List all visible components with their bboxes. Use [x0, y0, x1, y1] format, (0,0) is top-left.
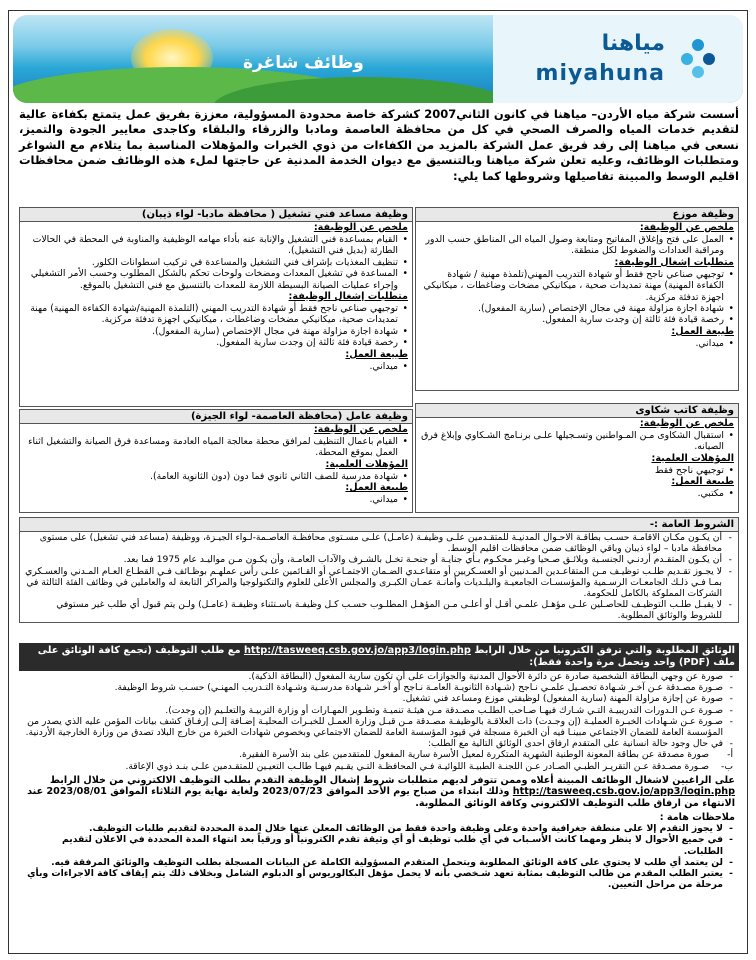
note-item: - لن يعتمد أي طلب لا يحتوي على كافة الوثائق المطلوبة ويتحمل المتقدم المسؤولية الكاملة عن البيانات المسجلة بطلب التوظيف والوثائق المرفقة فيه.	[19, 857, 739, 868]
section-heading: ملخص عن الوظيفة:	[639, 222, 734, 233]
document-item: - صـورة عـن الـدورات التدريبيـة التـي شـارك فيهـا صـاحب الطلـب مصـدقة مـن هيئـة تنميـة وتطـوير المهـارات أو وزارة التربيـة والتعلـيم (إن وجدت).	[19, 705, 739, 716]
section-heading: متطلبات إشغال الوظيفة:	[614, 256, 734, 268]
note-item: - في جميع الأحوال لا ينظر ومهما كانت الأسـباب في أي طلب توظيف أو أي وثيقة تقدم الكترونياً أو ورقياً بعد انتهاء المدة المحددة في الاعلان لتقديم الطلبات.	[19, 834, 739, 856]
notes-heading: ملاحظات هامة :	[659, 811, 735, 823]
condition-item: - لا يقبـل طلـب التوظيـف للحاصـلين علـى مؤهـل علمـي أقـل أو أعلـى مـن المؤهـل المطلـوب حسـب كـل وظيفـة باسـتثناء وظيفـة (عامـل) ولـن يتم قبول أي طلب غير مستوفي للشروط والوثائق المطلوبة.	[20, 599, 738, 621]
item-number: ب-	[721, 760, 733, 772]
list-item: • توجيهي صناعي ناجح فقط أو شهادة التدريب المهني (التلمذة المهنية/شهادة الكفاءة المهنية) مهنة تمديدات صحية، ميكانيكي مضخات وضاغطات ، ميكانيكي اجهزة تدفئة مركزية.	[20, 303, 412, 326]
section-heading: ملخص عن الوظيفة:	[313, 424, 408, 435]
water-drops-icon	[675, 35, 721, 81]
application-link[interactable]: http://tasweeq.csb.gov.jo/app3/login.php	[243, 645, 471, 656]
section-heading: طبيعة العمل:	[345, 482, 408, 494]
item-text: صورة مصدقة عن بطاقة المعونة الوطنية الشهرية المتكررة لمعيل الأسرة سارية المفعول للمتقدمين على بند الأسرة الفقيرة.	[239, 749, 709, 761]
banner-slogan: وظائف شاغرة	[243, 53, 364, 73]
intro-paragraph: أسست شركة مياه الأردن– مياهنا في كانون الثاني2007 كشركة خاصة محدودة المسؤولية، معززة بفريق عمل يتمتع بكفاءة عالية لتقديم خدمات المياه والصرف الصحي في كل من محافظة العاصمة ومادبا والزرقاء والبلقاء وكاجدى معايير الجودة والتميز، نسعى في مياهنا إلى رفد فريق عمل الشركة بالمزيد من الكفاءات من ذوي الخبرات والمؤهلات المناسبة بما يتلاءم مع الشواغر ومتطلبات الوظائف، وعليه تعلن شركة مياهنا وبالتنسيق مع ديوان الخدمة المدنية عن حاجتها لملء هذه الوظائف ضمن محافظات اقليم الوسط والمبينة تفاصيلها وشروطها كما يلي:	[19, 107, 739, 183]
section-heading: المؤهلات العلمية:	[325, 458, 408, 470]
job-title: وظيفة عامل (محافظة العاصمة- لواء الجيزة)	[20, 410, 412, 424]
document-item: - في حال وجود حالة انسانية على المتقدم ارفاق احدى الوثائق التالية مع الطلب:	[19, 738, 739, 749]
list-item: • القيام باعمال التنظيف لمرافق محطة معالجة المياه العادمة ومساعدة فرق الصيانة والتشغيل اثناء العمل بموقع المحطة.	[20, 436, 412, 459]
list-item: • ميداني.	[20, 494, 412, 505]
job-title: وظيفة موزع	[416, 208, 738, 222]
job-card-complaints	[415, 403, 739, 513]
item-text: صـورة مصـدقة عـن التقريـر الطبـي الصـادر عـن اللجنـة الطبيـة اللوائيـة فـي المحافظـة التـي يقـيم فيهـا طالـب التعيـين للمتقـدمين علـى بنـد ذوي الإعاقة.	[125, 760, 709, 772]
document-sub-item	[19, 749, 739, 760]
logo-area	[493, 15, 743, 103]
section-heading: المؤهلات العلمية:	[651, 452, 734, 464]
documents-header-text: الوثائق المطلوبة والتي ترفق الكترونيا من خلال الرابط	[474, 645, 735, 656]
job-card-operator	[19, 207, 413, 407]
document-item: - صـورة مصـدقة عـن آخـر شـهادة تحصـيل علمـي نـاجح (شـهادة الثانويـة العامـة نـاجح أو آخـر شـهادة مدرسـية وشـهادة التـدريب المهنـي) حسـب شروط الوظيفة.	[19, 682, 739, 693]
note-item: - لا يجوز التقدم إلا على منطقة جغرافية واحدة وعلى وظيفة واحدة فقط من الوظائف المعلن عنها خلال المدة المحددة لتقديم طلبات التوظيف.	[19, 823, 739, 834]
application-link[interactable]: http://tasweeq.csb.gov.jo/app3/login.php	[512, 786, 735, 798]
list-item: • رخصة قيادة فئة ثالثة إن وجدت سارية المفعول.	[416, 314, 738, 325]
list-item: • رخصة قيادة فئة ثالثة إن وجدت سارية المفعول.	[20, 337, 412, 348]
list-item: • ميداني.	[416, 338, 738, 349]
documents-header-text: مع طلب التوظيف (تجمع كافة الوثائق على ملف (PDF) واحد وتحمل مرة واحدة فقط):	[37, 645, 735, 668]
section-heading: طبيعة العمل:	[345, 348, 408, 360]
job-title: وظيفة كاتب شكاوى	[416, 404, 738, 418]
document-item: - صـورة عـن شـهادات الخبـرة العمليـة (إن وجـدت) ذات العلاقـة بالوظيفـة مصـدقة مـن قبـل وزارة العمـل للخبـرات المحليـة إضـافة إلـى إرفـاق كشف بيانات المؤمن عليه الذي يصدر من المؤسسة العامة للضمان الاجتماعي مبينـا فيه أن الخبرة مسجلة في قيود المؤسسة العامة للضمان الاجتماعي وبخصوص شهادات الخبرة من خارج البلاد تصدق من وزارة الخارجية الأردنية.	[19, 716, 739, 738]
list-item: • تنظيف المغذيات بإشراف فني التشغيل والمساعدة في تركيب اسطوانات الكلور.	[20, 257, 412, 268]
general-conditions	[19, 517, 739, 623]
document-item: - صورة عن إجازة مزاولة المهنة (سارية المفعول) لوظيفتي موزع ومساعد فني تشغيل.	[19, 693, 739, 704]
condition-item: - أن يكـون مكـان الاقامـة حسـب بطاقـة الاحـوال المدنيـة للمتقـدمين علـى وظيفـة (عامـل) علـى مسـتوى محافظـة العاصـمة-لـواء الجيـزة، ووظيفة (مساعد فني تشغيل) على مستوى محافظة مادبا – لواء ذيبان وباقي الوظائف ضمن محافظات اقليم الوسط.	[20, 532, 738, 554]
list-item: • المساعدة في تشغيل المعدات ومضخات ولوحات تحكم بالشكل المطلوب وحسب الأمر التشغيلي وإجراء عمليات الصيانة البسيطة اللازمة للمعدات بالتنسيق مع فني التشغيل بالموقع.	[20, 268, 412, 291]
list-item: • استقبال الشكاوى مـن المـواطنين وتسـجيلها علـى برنـامج الشـكاوي وإبلاغ فرق الصيانه.	[416, 430, 738, 453]
list-item: • ميداني.	[20, 361, 412, 372]
instructions-text: على الراغبين لاشغال الوظائف المبينة أعلاه وممن تتوفر لديهم متطلبات شروط إشغال الوظيفة التقدم بطلب التوظيف الالكتروني من خلال الرابط	[50, 774, 735, 786]
instructions-text: وذلك ابتداء من صباح يوم الأحد الموافق 2023/07/23 ولغاية نهاية يوم الثلاثاء الموافق 2023/08/01 عند الانتهاء من ارفاق طلب التوظيف الالكتروني وكافة الوثائق المطلوبة.	[27, 786, 735, 810]
note-item: - يعتبر الطلب المقدم من طالب التوظيف بمثابة تعهد شـخصي بأنه لا يحمل مؤهل البكالوريوس أو الدبلوم الشامل وبخلاف ذلك يتم إيقاف كافة الاجراءات وبأي مرحلة من مراحل التعيين.	[19, 868, 739, 890]
list-item: • توجيهي ناجح فقط	[416, 465, 738, 476]
header-banner	[13, 15, 743, 103]
job-card-distributor	[415, 207, 739, 391]
section-heading: ملخص عن الوظيفة:	[313, 222, 408, 233]
section-heading: ملخص عن الوظيفة:	[639, 418, 734, 429]
condition-item: - لا يجـوز تقـديم طلـب توظيـف مـن المتقاعـدين المـدنيين أو العسـكريين أو متقاعـدي الضـمان الاجتمـاعي أو القـائمين علـى رأس عملهـم بوظـائف فـي القطـاع العـام المـدني والعسـكري بمـا فـي ذلـك الجامعـات الرسـمية والمؤسسـات الجامعيـة والبلـديات وأمانـة عمـان الكبـرى والمجلس الأعلى للعلوم والتكنولوجيا والمراكز التابعة له والعاملين في وظائف الفئة الثالثة في الشركات المملوكة بالكامل للحكومة.	[20, 566, 738, 600]
logo-arabic: مياهنا	[601, 31, 665, 56]
document-item: - صورة عن وجهي البطاقة الشخصية صادرة عن دائرة الأحوال المدنية والجوازات على أن تكون سارية المفعول (البطاقة الذكية).	[19, 671, 739, 682]
section-title: الشروط العامة :-	[20, 518, 738, 532]
list-item: • مكتبي.	[416, 488, 738, 499]
list-item: • العمل على فتح وإغلاق المفاتيح ومتابعة وصول المياه الى المناطق حسب الدور ومراقبة العدادات والضغوط لكل منطقة.	[416, 234, 738, 257]
application-instructions	[19, 775, 739, 810]
condition-item: - أن يكـون المتقـدم أردنـي الجنسـية وبلائـق صـحيا وغيـر محكـوم بـأي جنايـة أو جنحـة تخـل بالشـرف والآداب العامـة، وأن يكـون مـن مواليـد عام 1975 فما بعد.	[20, 554, 738, 565]
list-item: • القيام بمساعدة فني التشغيل والإنابة عنه بأداء مهامه الوظيفية والمناوبة في المحطة في الحالات الطارئة (بديل فني التشغيل).	[20, 234, 412, 257]
logo-english: miyahuna	[535, 61, 665, 86]
section-heading: طبيعة العمل:	[671, 476, 734, 488]
list-item: • شهادة اجازة مزاولة مهنة في مجال الإختصاص (سارية المفعول).	[20, 326, 412, 337]
advertisement-page	[8, 10, 748, 954]
section-heading: طبيعة العمل:	[671, 325, 734, 337]
document-sub-item	[19, 761, 739, 772]
section-heading: متطلبات إشغال الوظيفة:	[288, 291, 408, 303]
list-item: • شهادة مدرسية للصف الثاني ثانوي فما دون (دون الثانوية العامة).	[20, 471, 412, 482]
job-title: وظيفة مساعد فني تشغيل ( محافظة مادبا- لواء ذيبان)	[20, 208, 412, 222]
required-documents	[19, 643, 739, 890]
list-item: • شهادة اجازة مزاولة مهنة في مجال الإختصاص (سارية المفعول).	[416, 303, 738, 314]
job-card-worker	[19, 409, 413, 513]
item-number: أ-	[727, 749, 733, 761]
list-item: • توجيهي صناعي ناجح فقط أو شهادة التدريب المهني(تلمذة مهنية / شهادة الكفاءة المهنية) مهنة تمديدات صحية ، ميكانيكي مضخات وضاغطات ، ميكانيكي اجهزة تدفئة مركزية.	[416, 269, 738, 303]
documents-header	[19, 643, 739, 671]
